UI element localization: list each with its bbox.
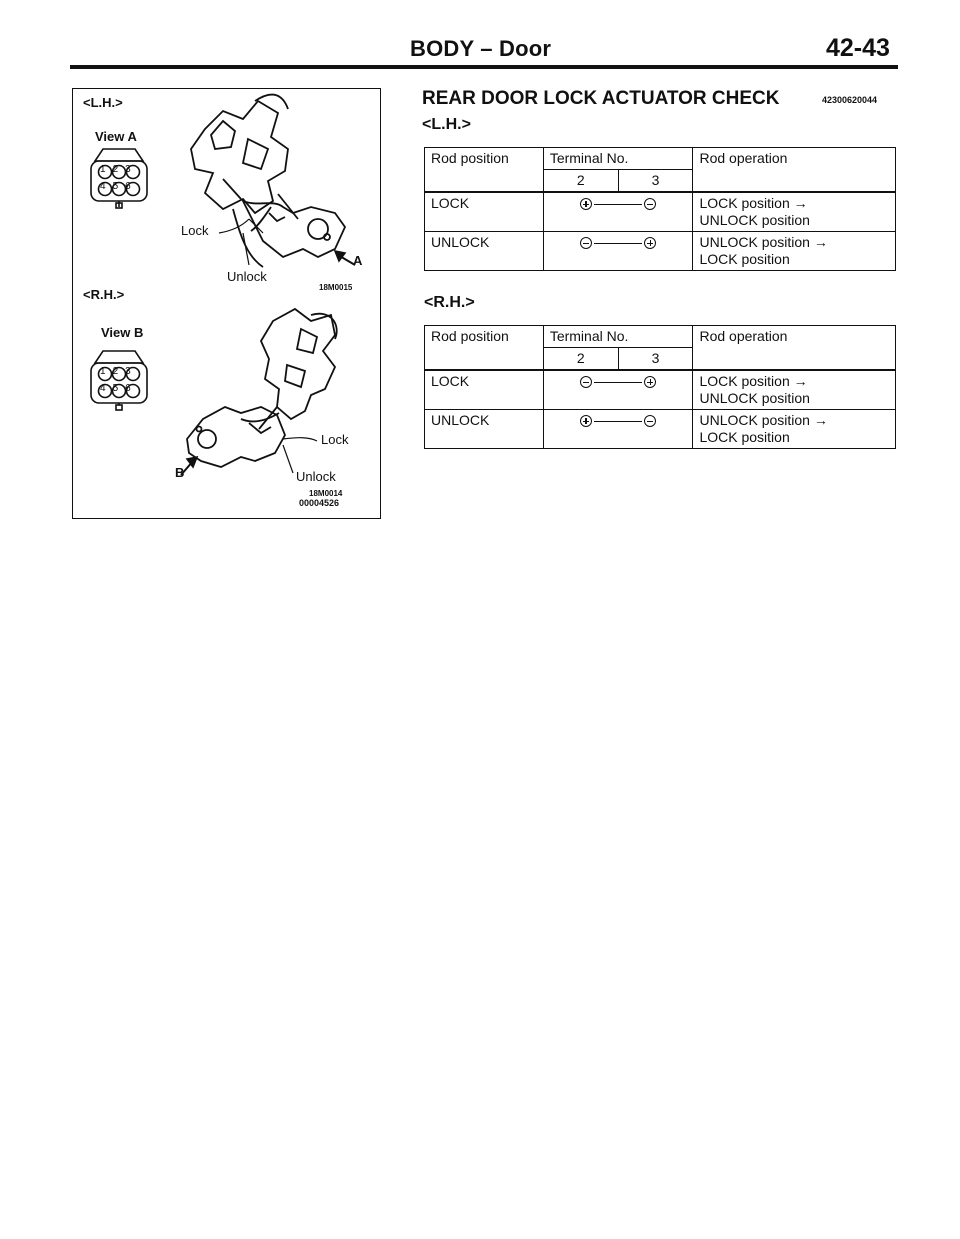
header-rule	[70, 65, 898, 69]
table-row	[425, 410, 896, 449]
rod-operation-to: UNLOCK position	[699, 390, 810, 406]
terminal-cell	[543, 232, 693, 271]
minus-terminal-icon	[580, 376, 592, 388]
rod-operation-cell	[693, 410, 896, 449]
minus-terminal-icon	[644, 198, 656, 210]
plus-terminal-icon	[580, 415, 592, 427]
header-terminal-no: Terminal No.	[543, 326, 693, 348]
header-terminal-2: 2	[543, 170, 618, 193]
rod-operation-cell	[693, 370, 896, 410]
figure-code-c: 00004526	[299, 498, 340, 508]
actuator-a-icon	[191, 95, 345, 267]
connector-b-bottom-pins: 456	[100, 383, 138, 394]
plus-terminal-icon	[644, 376, 656, 388]
page-number: 42-43	[826, 34, 890, 62]
header-terminal-2: 2	[543, 348, 618, 371]
rod-operation-from: UNLOCK position →	[699, 234, 828, 250]
actuator-illustration	[73, 89, 382, 520]
table-row	[425, 232, 896, 271]
lock-label-a: Lock	[181, 223, 209, 238]
header-rod-position: Rod position	[425, 148, 544, 193]
terminal-cell	[543, 410, 693, 449]
figure-rh-label: <R.H.>	[83, 287, 125, 302]
minus-terminal-icon	[644, 415, 656, 427]
rod-operation-from: UNLOCK position →	[699, 412, 828, 428]
minus-terminal-icon	[580, 237, 592, 249]
rod-operation-to: LOCK position	[699, 251, 790, 267]
actuator-b-icon	[187, 309, 337, 467]
rod-position-cell: UNLOCK	[425, 232, 544, 271]
page-section-title: BODY – Door	[410, 36, 552, 61]
rod-position-cell: LOCK	[425, 370, 544, 410]
rod-operation-to: UNLOCK position	[699, 212, 810, 228]
rod-operation-from: LOCK position →	[699, 195, 808, 211]
header-rod-operation: Rod operation	[693, 148, 896, 193]
header-terminal-3: 3	[618, 170, 693, 193]
rod-position-cell: UNLOCK	[425, 410, 544, 449]
header-rod-operation: Rod operation	[693, 326, 896, 371]
rh-check-table	[424, 325, 896, 449]
view-b-label: View B	[101, 325, 144, 340]
arrow-b-label: B	[175, 465, 185, 480]
connector-a-top-pins: 123	[100, 164, 138, 175]
rod-operation-cell	[693, 192, 896, 232]
arrow-a-label: A	[353, 253, 363, 268]
rod-position-cell: LOCK	[425, 192, 544, 232]
figure-lh-label: <L.H.>	[83, 95, 123, 110]
table-row	[425, 370, 896, 410]
lh-table-label: <L.H.>	[422, 116, 471, 133]
connector-b-icon	[91, 351, 147, 410]
figure-code-b: 18M0014	[309, 489, 343, 498]
plus-terminal-icon	[580, 198, 592, 210]
actuator-figure	[72, 88, 381, 519]
unlock-label-b: Unlock	[296, 469, 336, 484]
header-terminal-no: Terminal No.	[543, 148, 693, 170]
connector-b-top-pins: 123	[100, 366, 138, 377]
section-title: REAR DOOR LOCK ACTUATOR CHECK	[422, 88, 780, 109]
header-terminal-3: 3	[618, 348, 693, 371]
plus-terminal-icon	[644, 237, 656, 249]
connector-a-bottom-pins: 456	[100, 181, 138, 192]
figure-code-a: 18M0015	[319, 283, 353, 292]
header-rod-position: Rod position	[425, 326, 544, 371]
unlock-label-a: Unlock	[227, 269, 267, 284]
connector-a-icon	[91, 149, 147, 208]
terminal-cell	[543, 192, 693, 232]
section-code: 42300620044	[822, 95, 878, 105]
rod-operation-from: LOCK position →	[699, 373, 808, 389]
view-a-label: View A	[95, 129, 137, 144]
lh-check-table	[424, 147, 896, 271]
rod-operation-cell	[693, 232, 896, 271]
terminal-cell	[543, 370, 693, 410]
lock-label-b: Lock	[321, 432, 349, 447]
table-row	[425, 192, 896, 232]
rod-operation-to: LOCK position	[699, 429, 790, 445]
rh-table-label: <R.H.>	[424, 294, 475, 311]
